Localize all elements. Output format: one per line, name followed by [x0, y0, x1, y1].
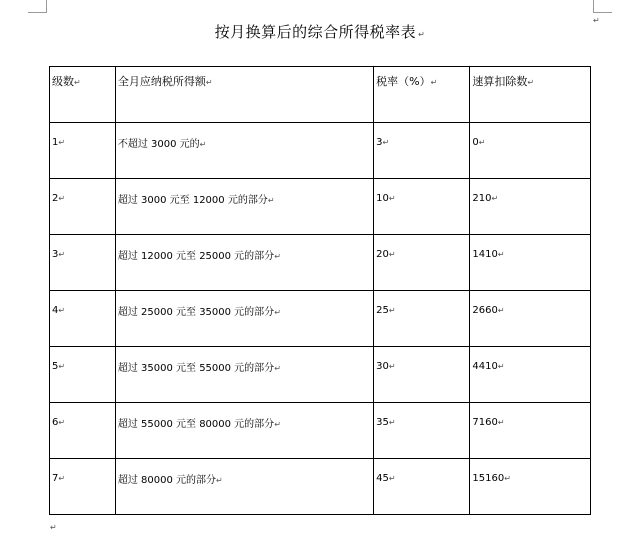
- cell-taxable-income: 超过 12000 元至 25000 元的部分: [117, 251, 275, 262]
- cell-level: 6: [52, 417, 59, 428]
- table-cell[interactable]: [374, 235, 470, 291]
- cell-taxable-income: 超过 80000 元的部分: [117, 475, 217, 486]
- paragraph-mark-icon: ↵: [274, 308, 281, 317]
- paragraph-mark-icon: ↵: [267, 196, 275, 205]
- paragraph-mark-icon: ↵: [388, 362, 396, 371]
- table-header-cell[interactable]: [470, 67, 591, 123]
- cell-tax-rate: 25: [376, 305, 389, 316]
- paragraph-mark-icon: ↵: [593, 16, 600, 25]
- cell-quick-deduction: 15160: [472, 473, 505, 484]
- cell-taxable-income: 超过 25000 元至 35000 元的部分: [117, 307, 275, 318]
- table-cell[interactable]: [50, 459, 116, 515]
- paragraph-mark-icon: ↵: [497, 250, 505, 259]
- table-cell[interactable]: [374, 403, 470, 459]
- table-cell[interactable]: [115, 179, 373, 235]
- paragraph-mark-icon: ↵: [388, 474, 396, 483]
- paragraph-mark-icon: ↵: [527, 77, 535, 87]
- table-cell[interactable]: [115, 459, 373, 515]
- paragraph-mark-icon: ↵: [216, 476, 223, 485]
- paragraph-mark-icon: ↵: [491, 194, 499, 203]
- table-cell[interactable]: [374, 123, 470, 179]
- table-row: [50, 291, 591, 347]
- table-row: [50, 123, 591, 179]
- header-level: 级数: [52, 74, 74, 88]
- table-row: [50, 347, 591, 403]
- table-cell[interactable]: [374, 291, 470, 347]
- cell-quick-deduction: 2660: [472, 305, 498, 316]
- paragraph-mark-icon: ↵: [478, 138, 486, 147]
- cell-quick-deduction: 210: [472, 193, 492, 204]
- paragraph-mark-icon: ↵: [199, 140, 207, 149]
- table-row: [50, 459, 591, 515]
- table-cell[interactable]: [50, 291, 116, 347]
- table-row: [50, 235, 591, 291]
- paragraph-mark-icon: ↵: [388, 418, 396, 427]
- paragraph-mark-icon: ↵: [497, 306, 505, 315]
- paragraph-mark-icon: ↵: [497, 362, 505, 371]
- table-cell[interactable]: [470, 179, 591, 235]
- table-header-cell[interactable]: [115, 67, 373, 123]
- crop-mark-top-right: [593, 0, 612, 13]
- paragraph-mark-icon: ↵: [388, 306, 396, 315]
- table-cell[interactable]: [374, 347, 470, 403]
- cell-taxable-income: 超过 55000 元至 80000 元的部分: [117, 419, 275, 430]
- table-cell[interactable]: [470, 459, 591, 515]
- paragraph-mark-icon: ↵: [58, 362, 66, 371]
- cell-tax-rate: 45: [376, 473, 389, 484]
- table-cell[interactable]: [115, 403, 373, 459]
- cell-tax-rate: 35: [376, 417, 389, 428]
- paragraph-mark-icon: ↵: [58, 418, 66, 427]
- table-cell[interactable]: [374, 459, 470, 515]
- table-cell[interactable]: [470, 347, 591, 403]
- cell-tax-rate: 10: [376, 193, 389, 204]
- tax-rate-table[interactable]: [49, 66, 591, 515]
- paragraph-mark-icon: ↵: [58, 194, 66, 203]
- cell-level: 3: [52, 249, 59, 260]
- header-taxable-income: 全月应纳税所得额: [117, 74, 206, 88]
- cell-quick-deduction: 4410: [472, 361, 498, 372]
- paragraph-mark-icon: ↵: [274, 364, 281, 373]
- crop-mark-top-left: [28, 0, 47, 13]
- cell-level: 5: [52, 361, 59, 372]
- paragraph-mark-icon: ↵: [50, 523, 57, 532]
- paragraph-mark-icon: ↵: [430, 77, 438, 87]
- paragraph-mark-icon: ↵: [58, 138, 66, 147]
- paragraph-mark-icon: ↵: [58, 474, 66, 483]
- table-cell[interactable]: [50, 123, 116, 179]
- cell-level: 7: [52, 473, 59, 484]
- cell-taxable-income: 超过 3000 元至 12000 元的部分: [117, 195, 268, 206]
- cell-taxable-income: 超过 35000 元至 55000 元的部分: [117, 363, 275, 374]
- paragraph-mark-icon: ↵: [74, 77, 81, 87]
- table-cell[interactable]: [470, 123, 591, 179]
- cell-taxable-income: 不超过 3000 元的: [117, 139, 200, 150]
- cell-quick-deduction: 1410: [472, 249, 498, 260]
- document-title[interactable]: 按月换算后的综合所得税率表: [214, 23, 417, 41]
- paragraph-mark-icon: ↵: [58, 306, 66, 315]
- table-cell[interactable]: [374, 179, 470, 235]
- paragraph-mark-icon: ↵: [58, 250, 66, 259]
- paragraph-mark-icon: ↵: [388, 250, 396, 259]
- cell-level: 1: [52, 137, 59, 148]
- table-cell[interactable]: [470, 235, 591, 291]
- paragraph-mark-icon: ↵: [504, 474, 511, 483]
- table-cell[interactable]: [115, 291, 373, 347]
- table-cell[interactable]: [50, 347, 116, 403]
- paragraph-mark-icon: ↵: [382, 138, 390, 147]
- table-cell[interactable]: [115, 123, 373, 179]
- paragraph-mark-icon: ↵: [205, 77, 213, 87]
- paragraph-mark-icon: ↵: [274, 252, 281, 261]
- table-cell[interactable]: [50, 179, 116, 235]
- table-row: [50, 403, 591, 459]
- table-header-cell[interactable]: [374, 67, 470, 123]
- table-header-cell[interactable]: [50, 67, 116, 123]
- cell-quick-deduction: 0: [472, 137, 479, 148]
- table-cell[interactable]: [115, 235, 373, 291]
- table-cell[interactable]: [115, 347, 373, 403]
- cell-tax-rate: 3: [376, 137, 383, 148]
- cell-quick-deduction: 7160: [472, 417, 498, 428]
- table-header-row: [50, 67, 591, 123]
- cell-tax-rate: 30: [376, 361, 389, 372]
- cell-level: 2: [52, 193, 59, 204]
- table-row: [50, 179, 591, 235]
- document-title-line[interactable]: [0, 21, 640, 42]
- header-quick-deduction: 速算扣除数: [472, 74, 528, 88]
- paragraph-mark-icon: ↵: [418, 30, 426, 39]
- table-cell[interactable]: [470, 403, 591, 459]
- table-cell[interactable]: [50, 235, 116, 291]
- paragraph-mark-icon: ↵: [388, 194, 396, 203]
- table-cell[interactable]: [470, 291, 591, 347]
- paragraph-mark-icon: ↵: [497, 418, 505, 427]
- cell-level: 4: [52, 305, 59, 316]
- paragraph-mark-icon: ↵: [274, 420, 281, 429]
- header-tax-rate: 税率（%）: [376, 74, 431, 88]
- table-cell[interactable]: [50, 403, 116, 459]
- cell-tax-rate: 20: [376, 249, 389, 260]
